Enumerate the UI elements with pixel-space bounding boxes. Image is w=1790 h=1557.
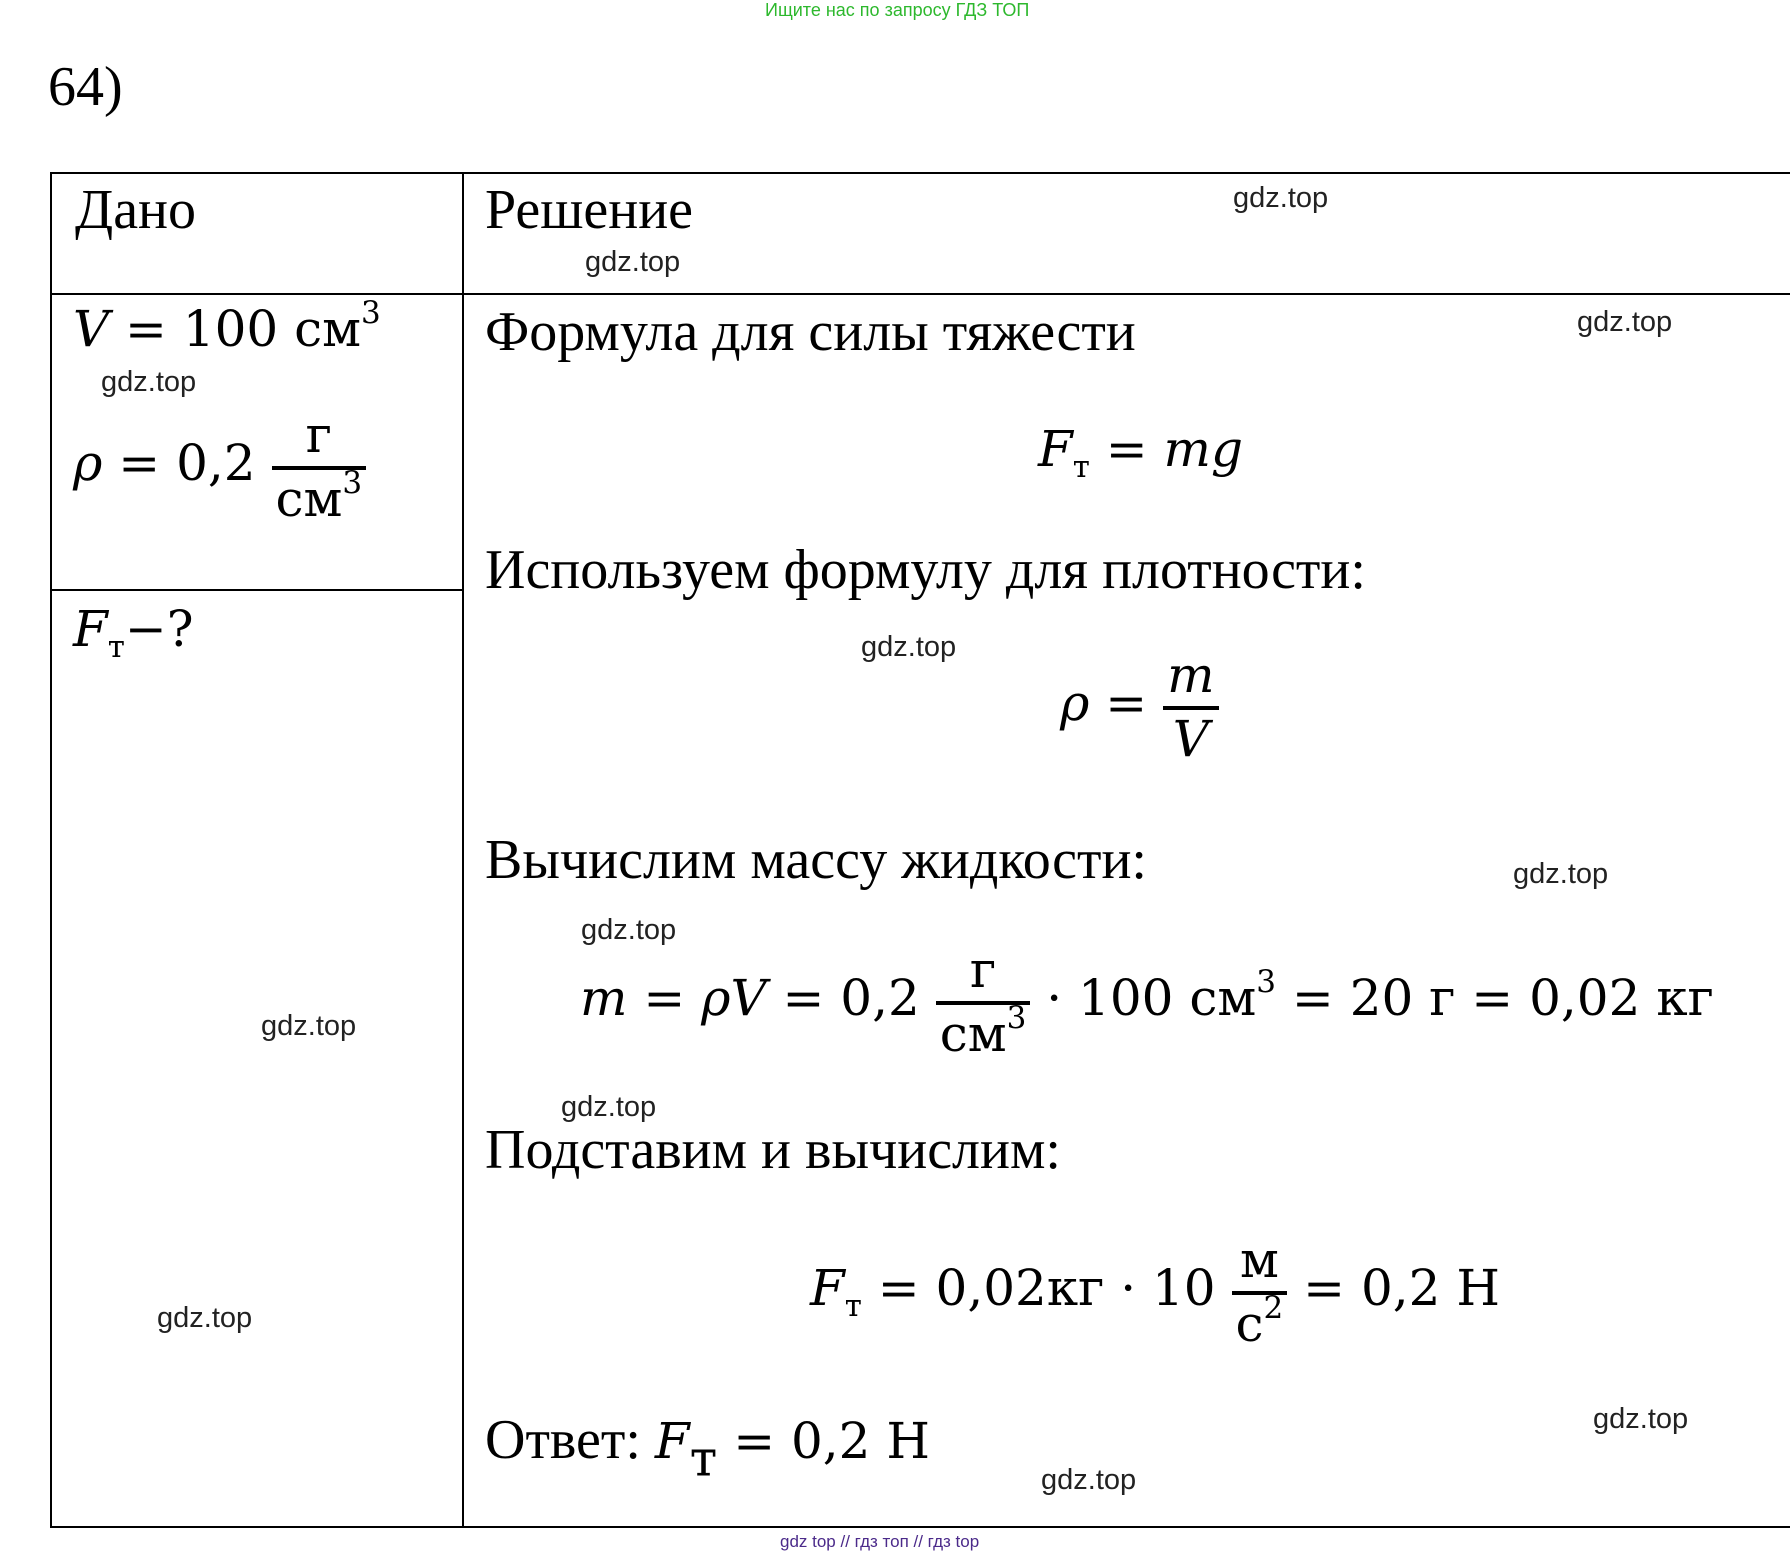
watermark: gdz.top bbox=[1577, 306, 1673, 338]
table-border-top bbox=[50, 172, 1790, 174]
unknown-subscript: т bbox=[107, 628, 125, 665]
watermark: gdz.top bbox=[261, 1010, 357, 1042]
answer-rhs: = 0,2 Н bbox=[717, 1412, 930, 1470]
footer-note: gdz top // гдз топ // гдз top bbox=[780, 1532, 980, 1551]
density-numerator: г bbox=[305, 406, 332, 464]
density-fraction bbox=[272, 406, 367, 528]
table-border-header bbox=[50, 293, 1790, 295]
formula-result bbox=[810, 1231, 1500, 1353]
step3-text: Вычислим массу жидкости: bbox=[485, 829, 1147, 891]
watermark: gdz.top bbox=[1513, 858, 1609, 890]
watermark: gdz.top bbox=[1593, 1403, 1689, 1435]
solution-heading: Решение bbox=[485, 179, 694, 241]
formula2-eq: = bbox=[1089, 674, 1164, 732]
formula1-sub: т bbox=[1072, 448, 1090, 485]
given-density bbox=[73, 406, 366, 528]
answer bbox=[485, 1408, 930, 1488]
formula3-eq2: = 0,2 bbox=[766, 969, 920, 1027]
formula3-fraction bbox=[936, 941, 1031, 1063]
watermark: gdz.top bbox=[157, 1302, 253, 1334]
formula4-fraction bbox=[1232, 1231, 1288, 1353]
given-unknown bbox=[73, 600, 194, 665]
formula3-eq1: = bbox=[627, 969, 702, 1027]
problem-number: 64) bbox=[48, 56, 123, 118]
watermark: gdz.top bbox=[861, 631, 957, 663]
watermark: gdz.top bbox=[1041, 1464, 1137, 1496]
density-denominator: $см^3$ bbox=[272, 466, 367, 524]
formula4-eq: = 0,02кг · 10 bbox=[861, 1259, 1216, 1317]
volume-symbol: V bbox=[73, 300, 110, 358]
answer-lhs: F bbox=[654, 1412, 690, 1470]
watermark: gdz.top bbox=[561, 1091, 657, 1123]
table-border-left bbox=[50, 172, 52, 1528]
watermark: gdz.top bbox=[1233, 182, 1329, 214]
search-note: Ищите нас по запросу ГДЗ ТОП bbox=[765, 0, 1030, 20]
formula2-denominator: V bbox=[1163, 706, 1218, 764]
formula2-fraction bbox=[1163, 646, 1218, 768]
formula3-mid: ρV bbox=[701, 969, 767, 1027]
formula3-denominator: $см^3$ bbox=[936, 1001, 1031, 1059]
volume-equation: = 100 см bbox=[109, 300, 362, 358]
density-symbol: ρ bbox=[73, 434, 103, 492]
formula3-numerator: г bbox=[969, 941, 997, 999]
answer-label: Ответ: bbox=[485, 1409, 655, 1471]
formula4-denominator: $с^2$ bbox=[1232, 1291, 1288, 1349]
formula1-rhs: mg bbox=[1163, 420, 1243, 478]
formula-mass bbox=[580, 941, 1714, 1063]
watermark: gdz.top bbox=[585, 246, 681, 278]
formula4-sub: т bbox=[844, 1287, 862, 1324]
formula2-lhs: ρ bbox=[1060, 674, 1090, 732]
table-border-middle bbox=[462, 172, 464, 1528]
formula1-lhs: F bbox=[1038, 420, 1073, 478]
formula3-lhs: m bbox=[580, 969, 628, 1027]
formula-gravity bbox=[1038, 420, 1243, 485]
density-equation: = 0,2 bbox=[102, 434, 256, 492]
volume-exponent: 3 bbox=[361, 294, 381, 331]
formula3-tail1: · 100 см bbox=[1030, 969, 1257, 1027]
formula3-tail-exp: 3 bbox=[1256, 963, 1277, 1000]
step1-text: Формула для силы тяжести bbox=[485, 301, 1136, 363]
given-heading: Дано bbox=[75, 179, 197, 241]
formula-density bbox=[1060, 646, 1219, 768]
step2-text: Используем формулу для плотности: bbox=[485, 539, 1366, 601]
formula4-lhs: F bbox=[810, 1259, 845, 1317]
table-border-bottom bbox=[50, 1526, 1790, 1528]
formula1-eq: = bbox=[1089, 420, 1164, 478]
unknown-symbol: F bbox=[73, 600, 108, 658]
table-border-given bbox=[50, 589, 463, 591]
formula3-tail2: = 20 г = 0,02 кг bbox=[1276, 969, 1714, 1027]
formula4-numerator: м bbox=[1239, 1231, 1279, 1289]
formula4-tail: = 0,2 Н bbox=[1287, 1259, 1500, 1317]
watermark: gdz.top bbox=[581, 914, 677, 946]
given-volume bbox=[73, 294, 381, 358]
answer-sub: т bbox=[689, 1429, 718, 1488]
unknown-question: −? bbox=[124, 600, 194, 658]
watermark: gdz.top bbox=[101, 366, 197, 398]
formula2-numerator: m bbox=[1167, 646, 1215, 704]
step4-text: Подставим и вычислим: bbox=[485, 1119, 1061, 1181]
